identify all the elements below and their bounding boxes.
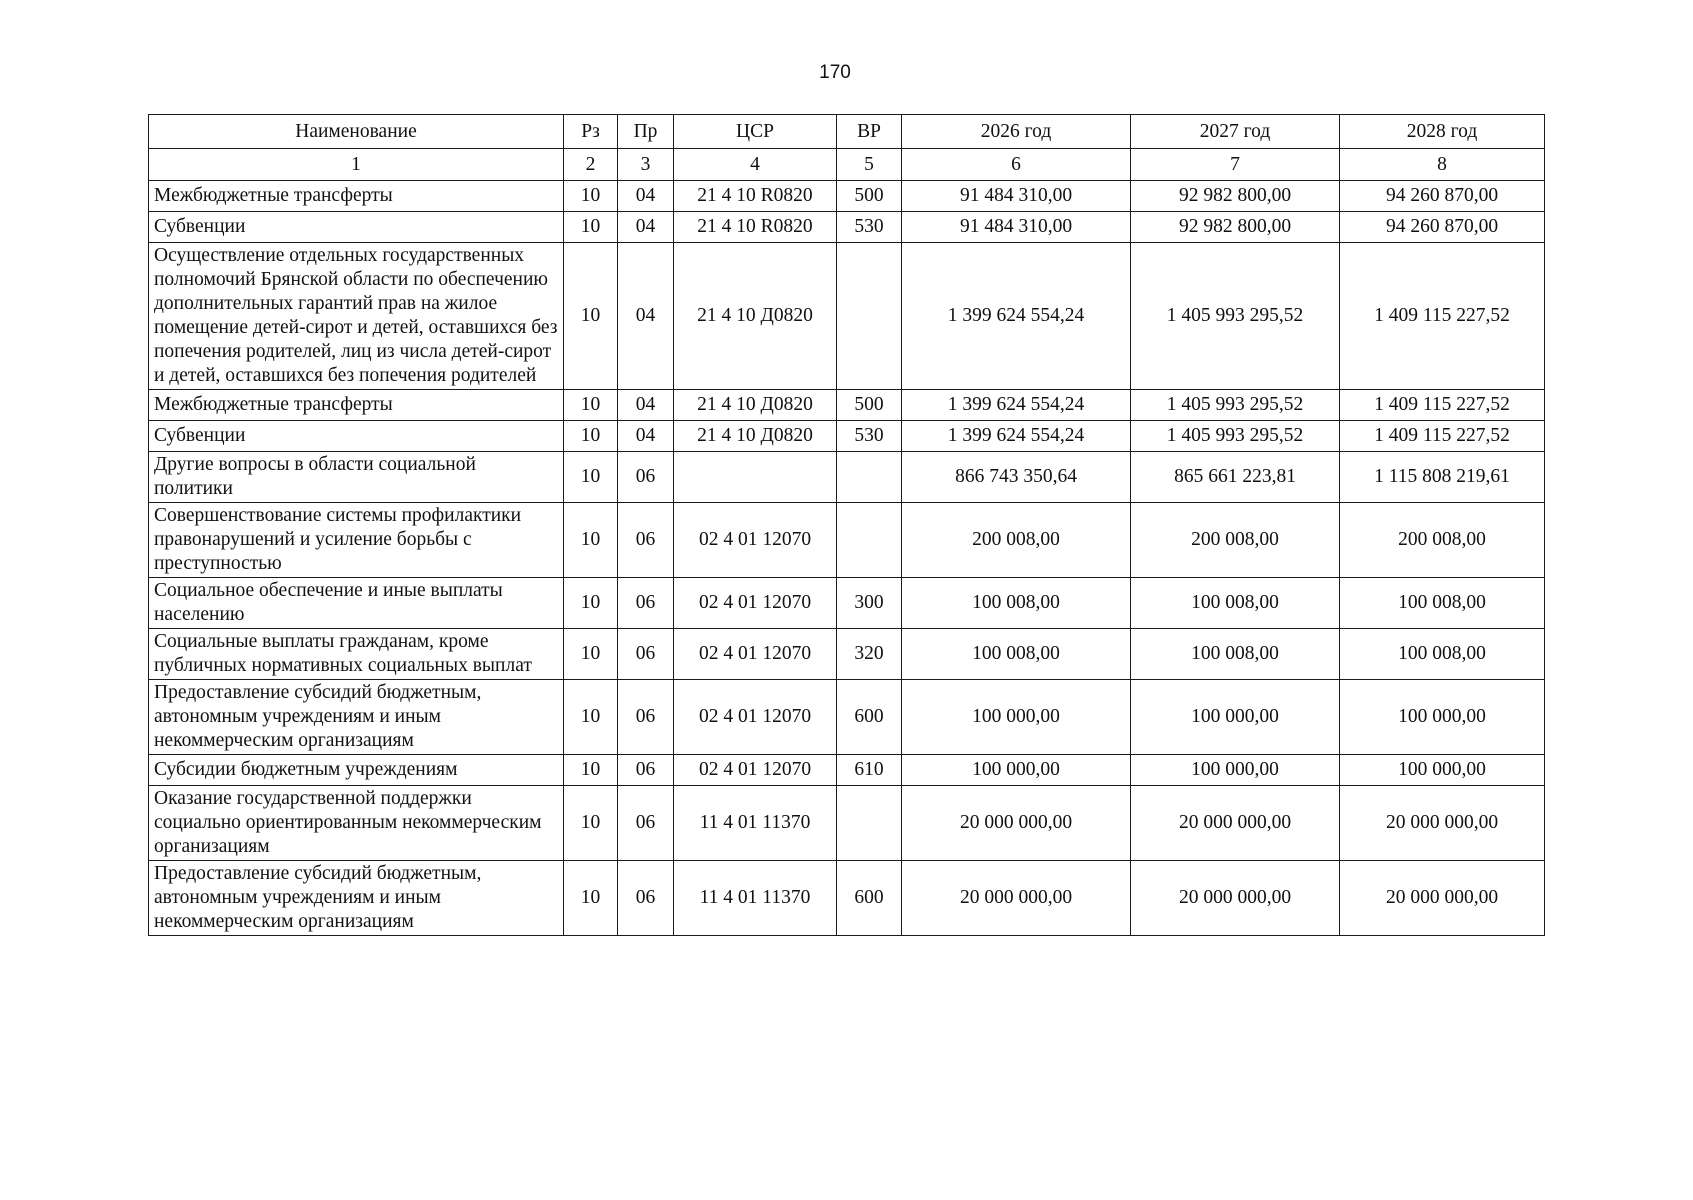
row-csr: 21 4 10 R0820 [674,212,837,243]
row-vr [837,243,902,390]
table-row [149,390,1545,421]
row-csr: 21 4 10 Д0820 [674,243,837,390]
row-pr: 06 [618,680,674,755]
column-number: 2 [564,149,618,181]
row-rz: 10 [564,390,618,421]
row-2028: 94 260 870,00 [1340,212,1545,243]
row-2027: 1 405 993 295,52 [1131,390,1340,421]
row-pr: 06 [618,786,674,861]
row-vr [837,452,902,503]
header-rz: Рз [564,115,618,149]
row-vr [837,503,902,578]
row-rz: 10 [564,578,618,629]
row-name: Социальные выплаты гражданам, кроме публичных нормативных социальных выплат [149,629,564,680]
row-rz: 10 [564,243,618,390]
row-name: Субсидии бюджетным учреждениям [149,755,564,786]
row-2028: 100 008,00 [1340,578,1545,629]
row-name: Межбюджетные трансферты [149,390,564,421]
row-rz: 10 [564,452,618,503]
row-2028: 200 008,00 [1340,503,1545,578]
row-csr: 02 4 01 12070 [674,680,837,755]
row-name: Межбюджетные трансферты [149,181,564,212]
row-2027: 92 982 800,00 [1131,212,1340,243]
page-number: 170 [819,62,851,83]
row-pr: 06 [618,861,674,936]
column-number: 3 [618,149,674,181]
row-2028: 1 409 115 227,52 [1340,390,1545,421]
row-rz: 10 [564,503,618,578]
row-rz: 10 [564,861,618,936]
row-name: Оказание государственной поддержки социально ориентированным некоммерческим организациям [149,786,564,861]
row-rz: 10 [564,755,618,786]
row-name: Социальное обеспечение и иные выплаты населению [149,578,564,629]
row-2027: 100 008,00 [1131,629,1340,680]
row-vr: 300 [837,578,902,629]
row-2028: 20 000 000,00 [1340,861,1545,936]
header-2028: 2028 год [1340,115,1545,149]
header-row [149,115,1545,149]
table-row [149,755,1545,786]
table-row [149,212,1545,243]
row-2027: 20 000 000,00 [1131,786,1340,861]
row-csr: 21 4 10 Д0820 [674,390,837,421]
row-csr [674,452,837,503]
row-name: Субвенции [149,421,564,452]
row-pr: 04 [618,243,674,390]
row-2028: 1 115 808 219,61 [1340,452,1545,503]
row-pr: 04 [618,390,674,421]
row-2027: 200 008,00 [1131,503,1340,578]
row-vr: 600 [837,861,902,936]
column-number: 8 [1340,149,1545,181]
row-csr: 11 4 01 11370 [674,861,837,936]
column-number: 4 [674,149,837,181]
row-csr: 02 4 01 12070 [674,755,837,786]
row-2026: 200 008,00 [902,503,1131,578]
row-2027: 100 000,00 [1131,755,1340,786]
row-pr: 06 [618,755,674,786]
column-number: 5 [837,149,902,181]
table-body [149,181,1545,936]
row-rz: 10 [564,181,618,212]
row-name: Совершенствование системы профилактики правонарушений и усиление борьбы с преступностью [149,503,564,578]
row-csr: 21 4 10 R0820 [674,181,837,212]
row-2028: 100 000,00 [1340,680,1545,755]
row-vr: 500 [837,181,902,212]
row-vr: 500 [837,390,902,421]
row-2028: 1 409 115 227,52 [1340,421,1545,452]
row-2028: 1 409 115 227,52 [1340,243,1545,390]
table-row [149,452,1545,503]
table-row [149,629,1545,680]
row-csr: 02 4 01 12070 [674,578,837,629]
header-csr: ЦСР [674,115,837,149]
header-name: Наименование [149,115,564,149]
row-pr: 04 [618,212,674,243]
row-name: Предоставление субсидий бюджетным, автономным учреждениям и иным некоммерческим организациям [149,680,564,755]
row-pr: 06 [618,578,674,629]
row-2026: 1 399 624 554,24 [902,421,1131,452]
row-2026: 100 000,00 [902,680,1131,755]
row-2026: 100 008,00 [902,629,1131,680]
row-pr: 06 [618,452,674,503]
row-pr: 04 [618,421,674,452]
header-pr: Пр [618,115,674,149]
row-2026: 20 000 000,00 [902,786,1131,861]
table-row [149,503,1545,578]
row-vr [837,786,902,861]
row-2028: 20 000 000,00 [1340,786,1545,861]
row-vr: 530 [837,421,902,452]
row-2026: 91 484 310,00 [902,181,1131,212]
row-2027: 100 008,00 [1131,578,1340,629]
row-2026: 100 008,00 [902,578,1131,629]
row-2026: 20 000 000,00 [902,861,1131,936]
table-row [149,680,1545,755]
row-name: Субвенции [149,212,564,243]
row-vr: 600 [837,680,902,755]
budget-table [148,114,1545,936]
row-2026: 91 484 310,00 [902,212,1131,243]
header-vr: ВР [837,115,902,149]
row-2028: 100 000,00 [1340,755,1545,786]
row-rz: 10 [564,680,618,755]
row-2027: 865 661 223,81 [1131,452,1340,503]
row-pr: 06 [618,629,674,680]
row-2027: 100 000,00 [1131,680,1340,755]
table-row [149,243,1545,390]
row-rz: 10 [564,421,618,452]
row-vr: 530 [837,212,902,243]
header-2027: 2027 год [1131,115,1340,149]
column-number: 7 [1131,149,1340,181]
row-pr: 04 [618,181,674,212]
table-row [149,786,1545,861]
table-row [149,578,1545,629]
row-name: Осуществление отдельных государственных полномочий Брянской области по обеспечению дополнительных гарантий прав на жилое помещение детей-сирот и детей, оставшихся без попечения родителей, лиц из числа детей-сирот и детей, оставшихся без попечения родителей [149,243,564,390]
row-csr: 02 4 01 12070 [674,629,837,680]
row-2028: 100 008,00 [1340,629,1545,680]
row-2026: 100 000,00 [902,755,1131,786]
row-2026: 1 399 624 554,24 [902,243,1131,390]
row-rz: 10 [564,786,618,861]
row-pr: 06 [618,503,674,578]
row-csr: 11 4 01 11370 [674,786,837,861]
row-vr: 320 [837,629,902,680]
column-number-row [149,149,1545,181]
row-name: Предоставление субсидий бюджетным, автономным учреждениям и иным некоммерческим организациям [149,861,564,936]
table-row [149,421,1545,452]
table-row [149,861,1545,936]
row-csr: 02 4 01 12070 [674,503,837,578]
table-row [149,181,1545,212]
row-csr: 21 4 10 Д0820 [674,421,837,452]
row-name: Другие вопросы в области социальной политики [149,452,564,503]
row-2026: 1 399 624 554,24 [902,390,1131,421]
row-rz: 10 [564,212,618,243]
row-2027: 20 000 000,00 [1131,861,1340,936]
row-2027: 1 405 993 295,52 [1131,243,1340,390]
row-2026: 866 743 350,64 [902,452,1131,503]
header-2026: 2026 год [902,115,1131,149]
row-2027: 1 405 993 295,52 [1131,421,1340,452]
row-2028: 94 260 870,00 [1340,181,1545,212]
column-number: 1 [149,149,564,181]
column-number: 6 [902,149,1131,181]
row-vr: 610 [837,755,902,786]
row-2027: 92 982 800,00 [1131,181,1340,212]
row-rz: 10 [564,629,618,680]
